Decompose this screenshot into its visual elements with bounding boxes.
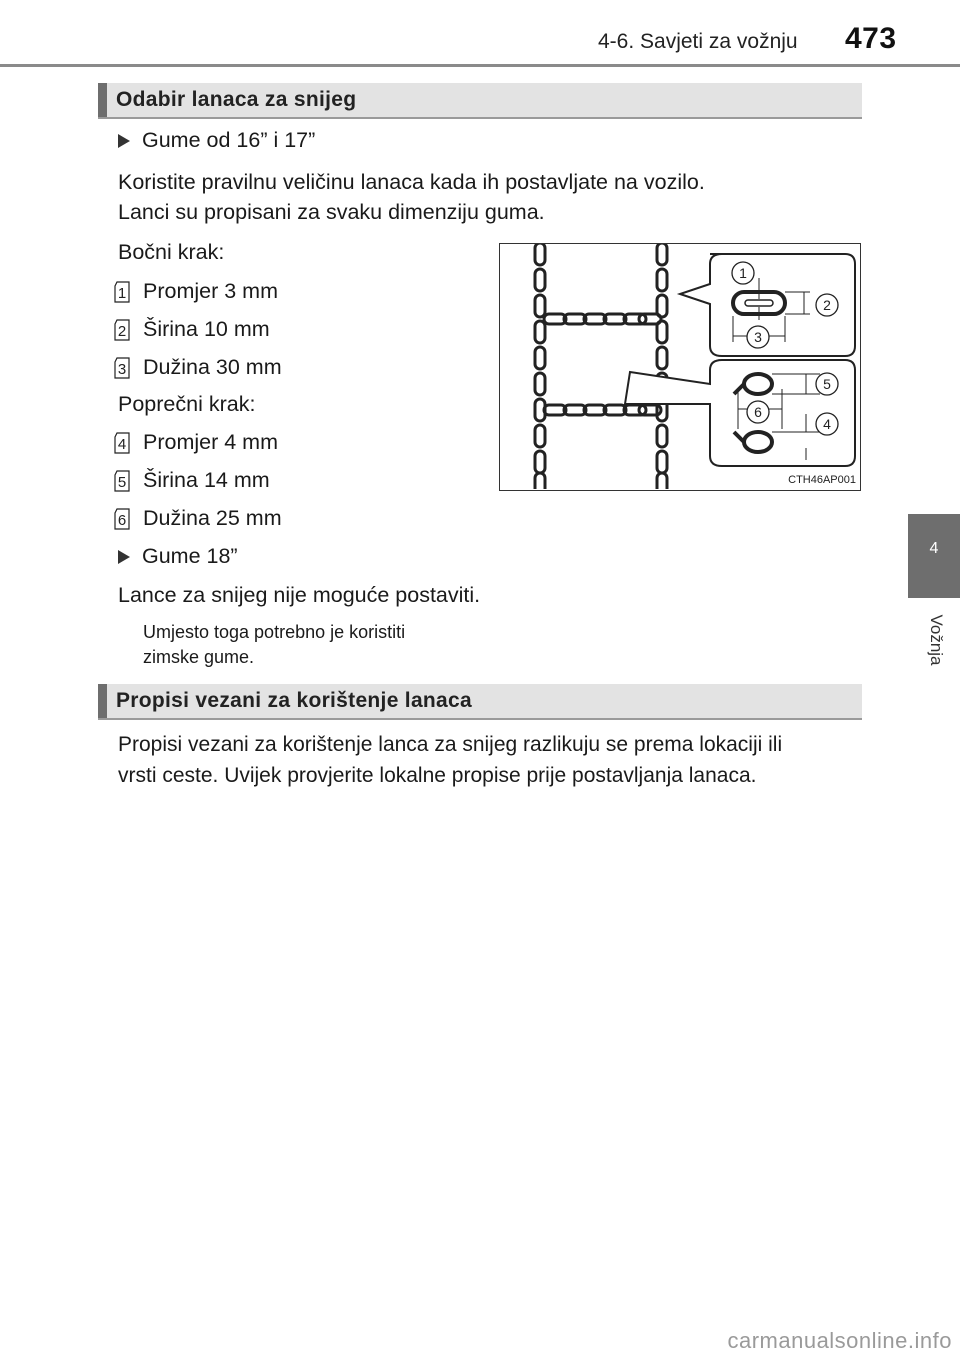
- site-watermark: carmanualsonline.info: [727, 1328, 952, 1353]
- svg-text:6: 6: [117, 512, 127, 529]
- side-item-width: Širina 10 mm: [143, 317, 270, 341]
- section-heading-chain-selection: [98, 83, 862, 119]
- number-5-icon: [114, 469, 130, 493]
- number-2-icon: [114, 318, 130, 342]
- upper-cross-chain: [544, 314, 661, 324]
- section-heading-edge: [98, 83, 107, 117]
- bullet-triangle-icon: [118, 550, 130, 564]
- number-3-icon: [114, 356, 130, 380]
- side-link-detail-callout: [680, 254, 855, 356]
- running-header-section: 4-6. Savjeti za vožnju: [598, 30, 798, 53]
- section-heading-chain-regulations: [98, 684, 862, 720]
- bullet-triangle-icon: [118, 134, 130, 148]
- svg-text:2: 2: [117, 323, 127, 340]
- cross-item-diameter: Promjer 4 mm: [143, 430, 278, 454]
- svg-text:4: 4: [823, 416, 831, 432]
- svg-text:1: 1: [739, 265, 747, 281]
- figure-code: CTH46AP001: [788, 474, 856, 486]
- svg-text:2: 2: [823, 297, 831, 313]
- note-line-1: Umjesto toga potrebno je koristiti: [143, 622, 406, 642]
- right-side-chain: [657, 244, 667, 489]
- number-1-icon: [114, 280, 130, 304]
- number-4-icon: [114, 431, 130, 455]
- svg-text:5: 5: [823, 376, 831, 392]
- no-chains-text: Lance za snijeg nije moguće postaviti.: [118, 583, 481, 607]
- section-heading-title: Odabir lanaca za snijeg: [116, 88, 357, 111]
- cross-item-length: Dužina 25 mm: [143, 506, 282, 530]
- regulations-line-2: vrsti ceste. Uvijek provjerite lokalne propise prije postavljanja lanaca.: [118, 764, 757, 787]
- lower-cross-chain: [544, 405, 661, 415]
- header-rule: [0, 64, 960, 67]
- side-item-length: Dužina 30 mm: [143, 355, 282, 379]
- page-number: 473: [845, 22, 897, 55]
- regulations-line-1: Propisi vezani za korištenje lanca za snijeg razlikuju se prema lokaciji ili: [118, 733, 783, 756]
- left-side-chain: [535, 244, 545, 489]
- side-member-label: Bočni krak:: [118, 240, 225, 264]
- svg-text:5: 5: [117, 474, 127, 491]
- chapter-tab-title: Vožnja: [927, 614, 946, 666]
- cross-item-width: Širina 14 mm: [143, 468, 270, 492]
- snow-chain-diagram: [499, 243, 861, 491]
- chain-illustration: [500, 244, 859, 489]
- chapter-tab-number: 4: [929, 540, 939, 557]
- svg-text:3: 3: [754, 329, 762, 345]
- svg-text:6: 6: [754, 404, 762, 420]
- side-item-diameter: Promjer 3 mm: [143, 279, 278, 303]
- section-heading-edge: [98, 684, 107, 718]
- svg-text:1: 1: [117, 285, 127, 302]
- bullet-tire-size-18: Gume 18”: [142, 544, 238, 568]
- intro-line-2: Lanci su propisani za svaku dimenziju guma.: [118, 200, 545, 224]
- svg-text:4: 4: [117, 436, 127, 453]
- svg-text:3: 3: [117, 361, 127, 378]
- section-heading-title: Propisi vezani za korištenje lanaca: [116, 689, 472, 712]
- intro-line-1: Koristite pravilnu veličinu lanaca kada ih postavljate na vozilo.: [118, 170, 705, 194]
- number-6-icon: [114, 507, 130, 531]
- bullet-tire-size-16-17: Gume od 16” i 17”: [142, 128, 316, 152]
- note-line-2: zimske gume.: [143, 647, 255, 667]
- cross-member-label: Poprečni krak:: [118, 392, 256, 416]
